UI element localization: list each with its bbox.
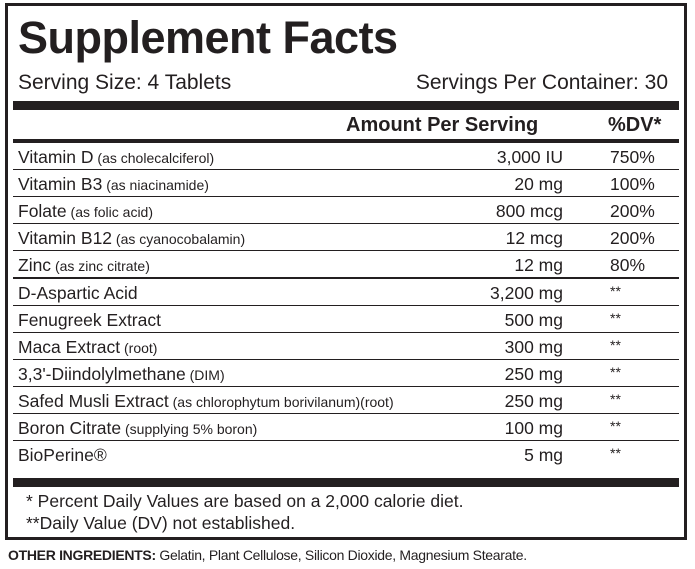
- ingredient-name: [18, 173, 209, 196]
- ingredient-name: [18, 417, 257, 440]
- daily-value: 100%: [610, 174, 655, 194]
- table-row: [13, 360, 679, 387]
- ingredient-label: Vitamin D: [18, 147, 94, 167]
- table-row: [13, 197, 679, 224]
- table-row: [13, 441, 679, 467]
- supplement-facts-panel: [5, 3, 687, 540]
- table-row: [13, 143, 679, 170]
- table-row: [13, 306, 679, 333]
- table-row: [13, 387, 679, 414]
- ingredient-name: [18, 282, 138, 305]
- ingredient-name: [18, 309, 161, 332]
- ingredient-name: [18, 336, 157, 359]
- ingredient-name: [18, 444, 107, 467]
- servings-per-container: Servings Per Container: 30: [415, 71, 668, 94]
- table-row: [13, 251, 679, 279]
- table-row: [13, 224, 679, 251]
- daily-value: **: [610, 337, 621, 353]
- daily-value: 750%: [610, 147, 655, 167]
- amount-per-serving: 12 mcg: [505, 228, 563, 248]
- amount-column-header: Amount Per Serving: [346, 114, 539, 136]
- amount-per-serving: 250 mg: [504, 391, 563, 411]
- ingredient-label: Safed Musli Extract: [18, 391, 169, 411]
- ingredient-name: [18, 146, 214, 169]
- amount-per-serving: 100 mg: [504, 418, 563, 438]
- ingredient-label: D-Aspartic Acid: [18, 283, 138, 303]
- ingredient-label: Folate: [18, 201, 67, 221]
- amount-per-serving: 500 mg: [504, 310, 563, 330]
- table-row: [13, 170, 679, 197]
- ingredient-detail: (as zinc citrate): [51, 258, 150, 274]
- ingredient-label: Maca Extract: [18, 337, 121, 357]
- table-row: [13, 279, 679, 306]
- ingredient-detail: (as cyanocobalamin): [112, 231, 246, 247]
- serving-info: [18, 70, 668, 96]
- amount-per-serving: 5 mg: [524, 445, 563, 465]
- daily-value: **: [610, 418, 621, 434]
- amount-per-serving: 800 mcg: [495, 201, 563, 221]
- ingredient-detail: (supplying 5% boron): [121, 421, 258, 437]
- ingredient-name: [18, 227, 245, 250]
- daily-value: 200%: [610, 228, 655, 248]
- ingredient-detail: (DIM): [185, 367, 225, 383]
- thick-divider: [13, 101, 679, 110]
- ingredient-name: [18, 254, 150, 277]
- footnote-daily-values: * Percent Daily Values are based on a 2,000 calorie diet.: [26, 491, 464, 511]
- daily-value: **: [610, 310, 621, 326]
- ingredient-detail: (root): [120, 340, 158, 356]
- amount-per-serving: 250 mg: [504, 364, 563, 384]
- ingredient-label: BioPerine®: [18, 445, 107, 465]
- ingredient-label: Fenugreek Extract: [18, 310, 161, 330]
- daily-value: **: [610, 391, 621, 407]
- daily-value: **: [610, 445, 621, 461]
- serving-size: Serving Size: 4 Tablets: [18, 71, 232, 94]
- amount-per-serving: 3,200 mg: [490, 283, 563, 303]
- other-ingredients-text: Gelatin, Plant Cellulose, Silicon Dioxide, Magnesium Stearate.: [155, 547, 527, 563]
- daily-value: **: [610, 364, 621, 380]
- daily-value: 80%: [610, 255, 646, 275]
- daily-value: **: [610, 283, 621, 299]
- ingredient-name: [18, 363, 225, 386]
- panel-title: Supplement Facts: [18, 12, 398, 63]
- ingredient-detail: (as niacinamide): [102, 177, 209, 193]
- table-row: [13, 414, 679, 441]
- ingredient-label: 3,3'-Diindolylmethane: [18, 364, 186, 384]
- dv-column-header: %DV*: [608, 114, 662, 136]
- amount-per-serving: 12 mg: [514, 255, 563, 275]
- other-ingredients: [8, 546, 527, 564]
- ingredient-detail: (as folic acid): [66, 204, 153, 220]
- ingredient-detail: (as chlorophytum borivilanum)(root): [168, 394, 394, 410]
- ingredient-name: [18, 390, 394, 413]
- footnote-not-established: **Daily Value (DV) not established.: [26, 513, 296, 533]
- amount-per-serving: 3,000 IU: [496, 147, 563, 167]
- bottom-divider: [13, 478, 679, 487]
- ingredient-detail: (as cholecalciferol): [93, 150, 215, 166]
- ingredient-label: Zinc: [18, 255, 52, 275]
- daily-value: 200%: [610, 201, 655, 221]
- facts-table: [13, 143, 679, 467]
- amount-per-serving: 300 mg: [504, 337, 563, 357]
- ingredient-label: Vitamin B12: [18, 228, 113, 248]
- ingredient-label: Vitamin B3: [18, 174, 103, 194]
- other-ingredients-label: OTHER INGREDIENTS:: [8, 547, 156, 563]
- table-row: [13, 333, 679, 360]
- ingredient-label: Boron Citrate: [18, 418, 122, 438]
- ingredient-name: [18, 200, 153, 223]
- amount-per-serving: 20 mg: [514, 174, 563, 194]
